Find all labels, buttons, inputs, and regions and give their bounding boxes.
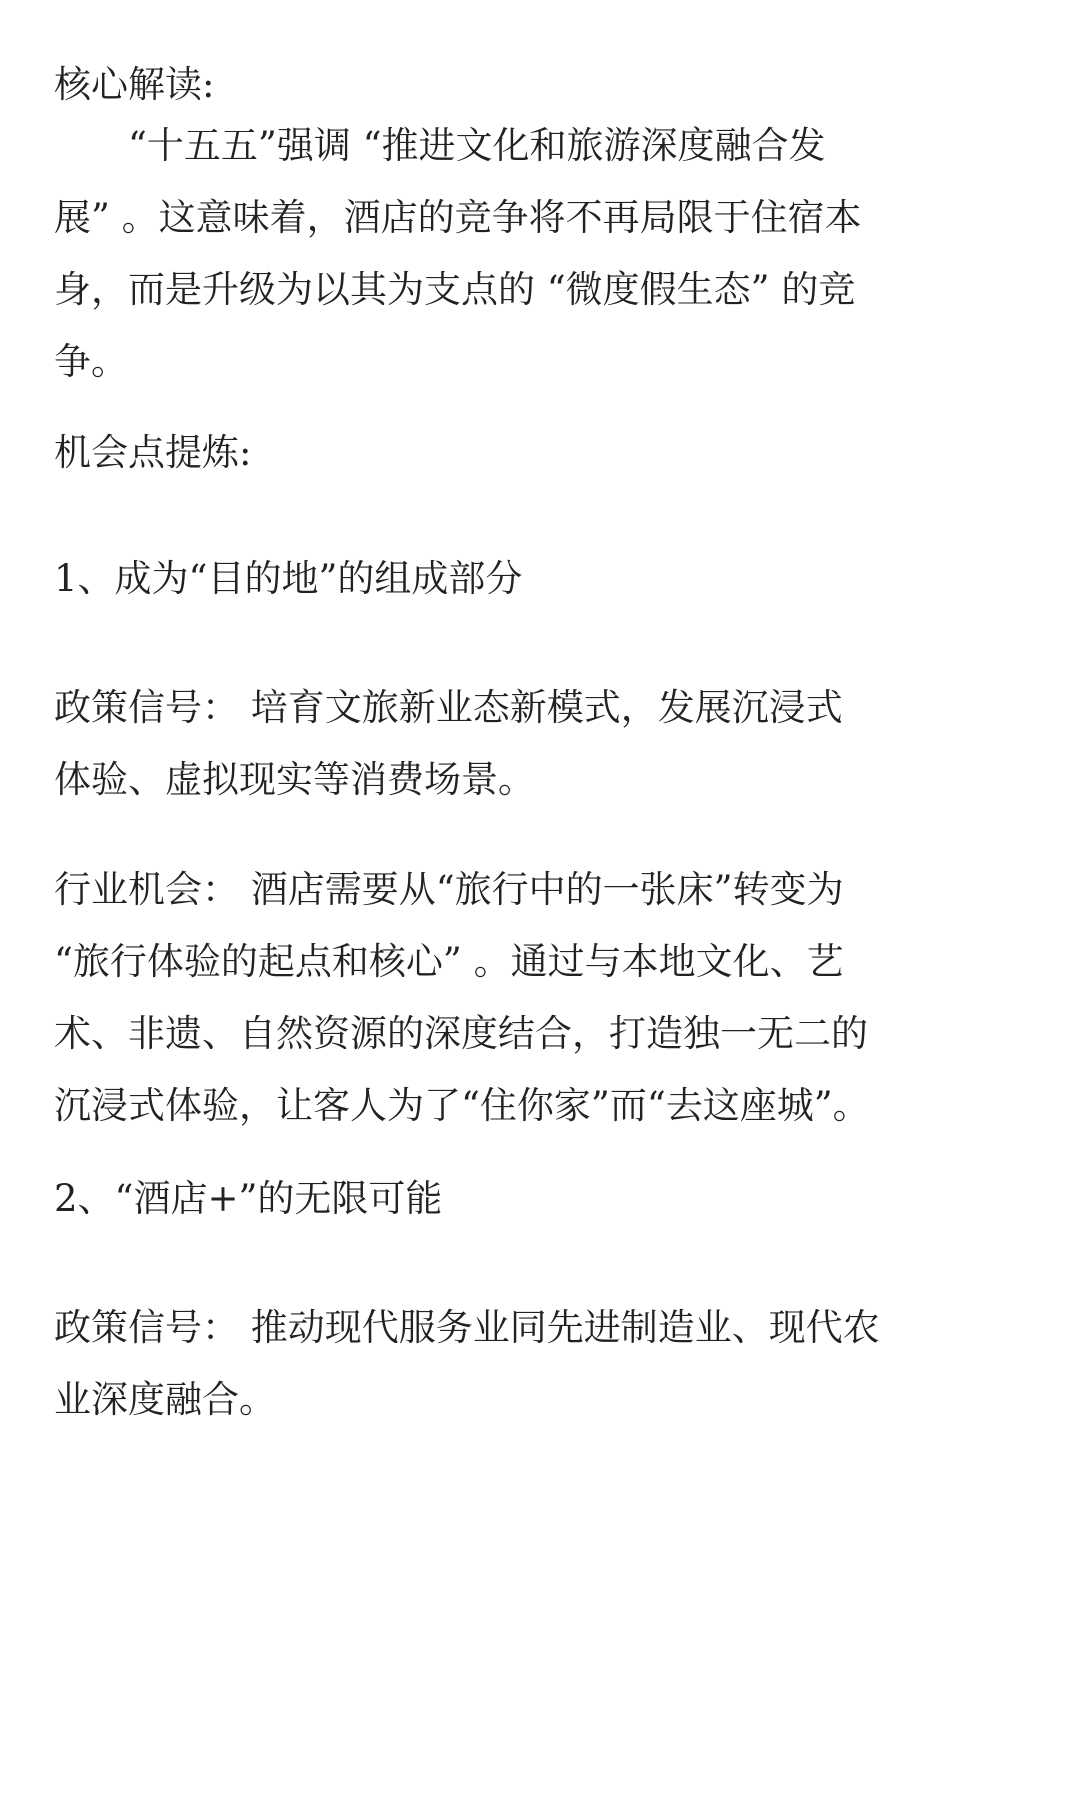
item2-policy-signal: 政策信号： 推动现代服务业同先进制造业、现代农业深度融合。: [54, 1306, 880, 1421]
item1-title: 1、成为“目的地”的组成部分: [54, 557, 523, 600]
item2-title: 2、“酒店+”的无限可能: [54, 1177, 443, 1220]
core-interpretation-text: “十五五”强调 “推进文化和旅游深度融合发展” 。这意味着，酒店的竞争将不再局限于住宿本身，而是升级为以其为支点的 “微度假生态” 的竞争。: [54, 124, 862, 383]
heading-opportunities: 机会点提炼:: [54, 431, 252, 474]
heading-core-interpretation: 核心解读:: [54, 63, 215, 106]
item1-policy-signal: 政策信号： 培育文旅新业态新模式，发展沉浸式体验、虚拟现实等消费场景。: [54, 686, 843, 801]
item1-industry-opportunity: 行业机会： 酒店需要从“旅行中的一张床”转变为 “旅行体验的起点和核心” 。通过与本地文化、艺术、非遗、自然资源的深度结合，打造独一无二的沉浸式体验，让客人为了“住你家”而“去这座城”。: [54, 868, 870, 1127]
